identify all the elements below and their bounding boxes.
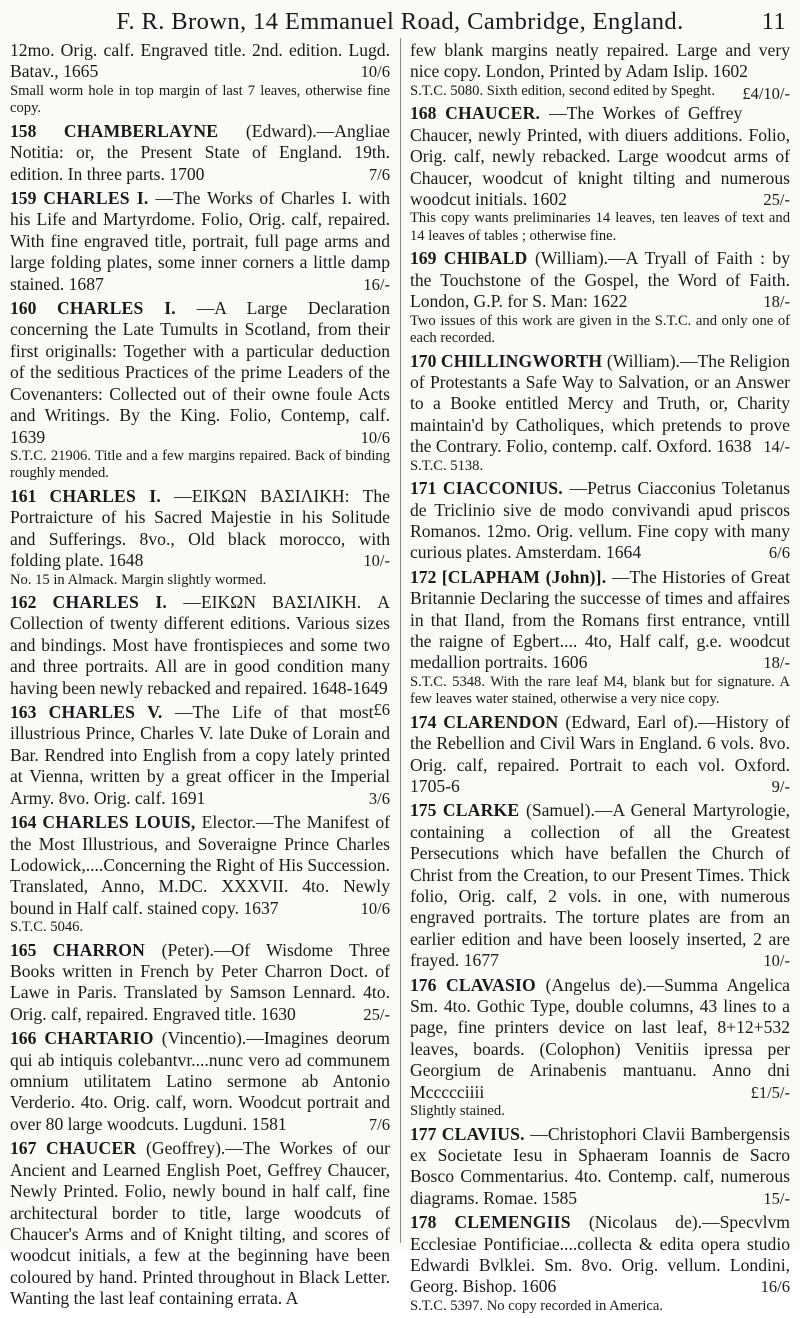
entry-body: [10, 940, 390, 1026]
lot-number: 160: [10, 298, 57, 319]
header-text: F. R. Brown, 14 Emmanuel Road, Cambridge, England.: [116, 8, 684, 35]
catalogue-entry: [410, 351, 790, 476]
author-name: CHARTARIO: [44, 1028, 162, 1049]
entry-note: Slightly stained.: [410, 1103, 505, 1120]
entry-note: S.T.C. 5138.: [410, 457, 484, 474]
entry-body: [410, 248, 790, 312]
lot-number: 166: [10, 1028, 45, 1049]
entry-body: [410, 103, 790, 210]
entry-description: (William).—The Religion of Protestants a Safe Way to Salvation, or an Answer to a Booke entitled Mercy and Truth, or, Charity maintain'd by Catholiques, which pretends to prove the Contrary. Folio, contemp. calf. Oxford. 1638: [410, 350, 790, 457]
page-header: [0, 8, 800, 36]
entry-body: [410, 478, 790, 564]
entry-description: (Edward, Earl of).—History of the Rebellion and Civil Wars in England. 6 vols. 8vo. Orig. calf, repaired. Portrait to each vol. Oxford. 1705-6: [410, 711, 790, 796]
lot-number: 162: [10, 592, 53, 613]
entry-note: S.T.C. 5080. Sixth edition, second edited by Speght.: [410, 82, 715, 99]
catalogue-entry: [10, 940, 390, 1026]
author-name: CHAMBERLAYNE: [63, 120, 246, 141]
price: 16/-: [363, 274, 390, 294]
entry-body: [10, 1028, 390, 1135]
price: £6: [373, 700, 390, 720]
price: 16/6: [760, 1277, 790, 1297]
author-name: CHARLES I.: [43, 188, 156, 209]
entry-description: —ΕΙΚΩΝ ΒΑΣΙΛΙΚΗ: The Portraicture of his Sacred Majestie in his Solitude and Sufferings. 8vo., Old black morocco, with folding plate. 1648: [10, 485, 390, 571]
author-name: CHAUCER: [45, 1138, 147, 1159]
author-name: CLARENDON: [443, 711, 566, 732]
catalogue-entry: [10, 298, 390, 483]
price: 18/-: [763, 292, 790, 312]
price: 9/-: [771, 776, 790, 796]
price: 15/-: [763, 1188, 790, 1208]
entry-note: S.T.C. 21906. Title and a few margins repaired. Back of binding roughly mended.: [10, 447, 390, 482]
lot-number: 177: [410, 1123, 442, 1144]
entry-body: [10, 188, 390, 295]
entry-body: [10, 486, 390, 572]
entry-description: —Christophori Clavii Bambergensis ex Societate Iesu in Sphaeram Ioannis de Sacro Bosco Commentarius. 4to. Contemp. calf, numerous diagrams. Romae. 1585: [410, 1123, 790, 1208]
entry-body: [10, 121, 390, 185]
price: 3/6: [368, 788, 390, 808]
entry-description: —The Workes of Geffrey Chaucer, newly Printed, with diuers additions. Folio, Orig. calf, newly rebacked. Large woodcut arms of Chaucer, woodcut of knight tilting and numerous woodcut initials. 1602: [410, 103, 790, 209]
entry-description: (Nicolaus de).—Specvlvm Ecclesiae Pontificiae....collecta & edita opera studio Edwardi Bvlklei. Sm. 8vo. Orig. vellum. Londini, Georg. Bishop. 1606: [410, 1212, 790, 1297]
entry-note: This copy wants preliminaries 14 leaves, ten leaves of text and 14 leaves of tables ; otherwise fine.: [410, 210, 790, 244]
author-name: CLAVIUS.: [441, 1123, 531, 1144]
price: 7/6: [368, 164, 390, 184]
author-name: [CLAPHAM (John)].: [441, 566, 612, 587]
price: 18/-: [763, 653, 790, 673]
lot-number: 164: [10, 812, 43, 833]
column-divider: [400, 38, 401, 1243]
catalogue-entry: [10, 188, 390, 295]
entry-description: (Angelus de).—Summa Angelica Sm. 4to. Gothic Type, double columns, 43 lines to a page, fine printers device on last leaf, 8+12+532 leaves, boards. (Colophon) Venitiis ipressa per Georgium de Arinabenis mantuanu. Anno dni Mccccciiii: [410, 974, 790, 1102]
lot-number: 159: [10, 188, 44, 209]
entry-body: [10, 702, 390, 809]
author-name: CHARLES I.: [57, 298, 197, 319]
page-number: 11: [761, 8, 786, 35]
entry-description: —The Life of that most illustrious Prince, Charles V. late Duke of Lorain and Bar. Rendred into English from a copy lately printed at Vienna, written by a great officer in the Imperial Army. 8vo. Orig. calf. 1691: [10, 702, 390, 808]
entry-body: [410, 975, 790, 1103]
catalogue-entry: [410, 567, 790, 709]
entry-description: (Samuel).—A General Martyrologie, containing a collection of all the Greatest Persecutions which have befallen the Church of Christ from the Creation, to our Present Times. Thick folio, Orig. calf, 2 vols. in one, with numerous engraved portraits. The torture plates are from an earlier edition and have been loosely inserted, 2 are frayed. 1677: [410, 800, 790, 971]
entry-note: No. 15 in Almack. Margin slightly wormed.: [10, 571, 267, 588]
entry-description: —The Works of Charles I. with his Life and Martyrdome. Folio, Orig. calf, repaired. With fine engraved title, portrait, full page arms and large folding plates, some inner corners a little damp stained. 1687: [10, 188, 390, 294]
price: 25/-: [763, 189, 790, 209]
lot-number: 170: [410, 350, 441, 371]
author-name: CHILLINGWORTH: [440, 350, 607, 371]
lot-number: 178: [410, 1212, 455, 1233]
entry-description: (Peter).—Of Wisdome Three Books written in French by Peter Charron Doct. of Lawe in Paris. Translated by Samson Lennard. 4to. Orig. calf, repaired. Engraved title. 1630: [10, 939, 390, 1024]
lot-number: 165: [10, 939, 53, 960]
lot-number: 163: [10, 702, 49, 723]
author-name: CLEMENGIIS: [454, 1212, 589, 1233]
entry-body: [410, 567, 790, 674]
entry-description: —ΕΙΚΩΝ ΒΑΣΙΛΙΚΗ. A Collection of twenty different editions. Various sizes and bindings. Most have frontispieces and some two and three portraits. All are in good condition many having been newly rebacked and repaired. 1648-1649: [10, 592, 390, 698]
left-column: [10, 40, 390, 1313]
author-name: CHARLES LOUIS,: [42, 812, 202, 833]
catalogue-entry: [10, 486, 390, 589]
catalogue-entry: [10, 1138, 390, 1309]
entry-description: (Geoffrey).—The Workes of our Ancient and Learned English Poet, Geffrey Chaucer, Newly Printed. Folio, newly bound in half calf, fine architectural border to title, large woodcuts of Chaucer's Arms and of Knight tilting, and scores of woodcut initials, a few at the beginning have been coloured by hand. Printed throughout in Black Letter. Wanting the last leaf containing errata. A: [10, 1138, 390, 1309]
entry-description: Elector.—The Manifest of the Most Illustrious, and Soveraigne Prince Charles Lodowick,....Concerning the Right of His Succession. Translated, Anno, M.DC. XXXVII. 4to. Newly bound in Half calf. stained copy. 1637: [10, 812, 390, 918]
lot-number: 167: [10, 1138, 46, 1159]
price: 10/-: [763, 951, 790, 971]
entry-body: [10, 812, 390, 919]
entry-description: —The Histories of Great Britannie Declaring the successe of times and affaires in that Iland, from the Romans first entrance, vntill the raigne of Egbert.... 4to, Half calf, g.e. woodcut medallion portraits. 1606: [410, 566, 790, 673]
lot-number: 172: [410, 566, 442, 587]
catalogue-entry: [10, 812, 390, 937]
price: 6/6: [768, 543, 790, 563]
price: 10/6: [360, 62, 390, 82]
entry-body: [10, 40, 390, 83]
entry-body: [410, 712, 790, 798]
author-name: CHARLES I.: [52, 592, 184, 613]
catalogue-entry: [10, 1028, 390, 1135]
catalogue-entry: [410, 1212, 790, 1315]
lot-number: 169: [410, 248, 444, 269]
entry-note: Two issues of this work are given in the S.T.C. and only one of each recorded.: [410, 312, 790, 347]
price: 10/6: [360, 898, 390, 918]
catalogue-entry: [410, 1124, 790, 1210]
author-name: CHARLES I.: [49, 485, 175, 506]
entry-description: —Petrus Ciacconius Toletanus de Triclinio sive de modo convivandi apud priscos Romanos. 12mo. Orig. vellum. Fine copy with many curious plates. Amsterdam. 1664: [410, 478, 790, 563]
entry-body: [10, 298, 390, 448]
entry-body: [410, 1124, 790, 1210]
lot-number: 168: [410, 103, 446, 124]
price: 14/-: [763, 437, 790, 457]
author-name: CHIBALD: [443, 248, 536, 269]
author-name: CHAUCER.: [445, 103, 550, 124]
lot-number: 176: [410, 974, 446, 995]
lot-number: 171: [410, 478, 443, 499]
price: 10/-: [363, 551, 390, 571]
lot-number: 175: [410, 800, 443, 821]
catalogue-entry: [410, 40, 790, 103]
right-column: [410, 40, 790, 1318]
entry-description: (William).—A Tryall of Faith : by the Touchstone of the Gospel, the Word of Faith. London, G.P. for S. Man: 1622: [410, 248, 790, 312]
author-name: CIACCONIUS.: [442, 478, 570, 499]
entry-body: [410, 800, 790, 971]
catalogue-entry: [410, 103, 790, 245]
price: 25/-: [363, 1004, 390, 1024]
price: 7/6: [368, 1114, 390, 1134]
catalogue-entry: [10, 40, 390, 118]
entry-description: 12mo. Orig. calf. Engraved title. 2nd. edition. Lugd. Batav., 1665: [10, 40, 390, 82]
author-name: CHARLES V.: [48, 702, 175, 723]
entry-note: Small worm hole in top margin of last 7 leaves, otherwise fine copy.: [10, 82, 390, 117]
entry-body: [410, 351, 790, 458]
entry-description: (Vincentio).—Imagines deorum qui ab intiquis colebantvr....nunc vero ad communem omnium utilitatem Latino sermone ab Antonio Verderio. 4to. Orig. calf, worn. Woodcut portrait and over 80 large woodcuts. Lugduni. 1581: [10, 1028, 390, 1134]
lot-number: 158: [10, 120, 64, 141]
price: £1/5/-: [750, 1082, 790, 1102]
price: £4/10/-: [742, 83, 790, 103]
lot-number: 161: [10, 485, 50, 506]
catalogue-entry: [410, 975, 790, 1121]
entry-body: [10, 1138, 390, 1309]
price: 10/6: [360, 427, 390, 447]
entry-description: few blank margins neatly repaired. Large and very nice copy. London, Printed by Adam Islip. 1602: [410, 40, 790, 82]
author-name: CHARRON: [52, 939, 162, 960]
catalogue-entry: [410, 712, 790, 798]
entry-note: S.T.C. 5397. No copy recorded in America.: [410, 1297, 664, 1314]
entry-description: (Edward).—Angliae Notitia: or, the Present State of England. 19th. edition. In three parts. 1700: [10, 120, 390, 184]
entry-description: —A Large Declaration concerning the Late Tumults in Scotland, from their first originalls: Together with a particular deduction of the seditious Practices of the prime Leaders of the Covenanters: Collected out of their owne foule Acts and Writings. By the King. Folio, Contemp, calf. 1639: [10, 298, 390, 447]
catalogue-entry: [10, 121, 390, 185]
catalogue-entry: [410, 248, 790, 347]
entry-body: [410, 1212, 790, 1298]
author-name: CLAVASIO: [445, 974, 546, 995]
author-name: CLARKE: [442, 800, 526, 821]
catalogue-entry: [10, 702, 390, 809]
catalogue-entry: [410, 800, 790, 971]
entry-note: S.T.C. 5046.: [10, 919, 84, 936]
entry-note: S.T.C. 5348. With the rare leaf M4, blank but for signature. A few leaves water stained, otherwise a very nice copy.: [410, 673, 790, 708]
catalogue-entry: [410, 478, 790, 564]
lot-number: 174: [410, 711, 444, 732]
